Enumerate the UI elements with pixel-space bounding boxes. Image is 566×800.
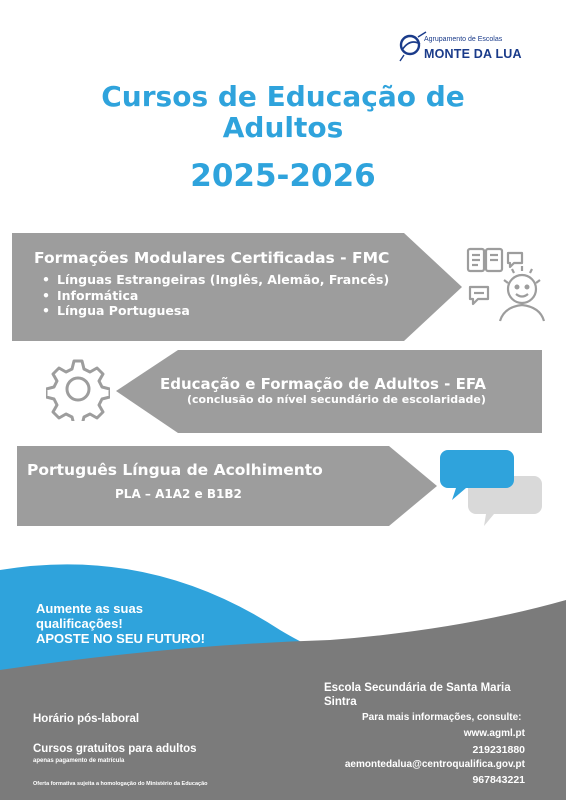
efa-title: Educação e Formação de Adultos - EFA	[160, 375, 487, 393]
website-link[interactable]: www.agml.pt	[463, 728, 525, 739]
free-courses-text: Cursos gratuitos para adultos	[33, 743, 197, 755]
school-year: 2025-2026	[190, 158, 376, 194]
phone-number[interactable]: 219231880	[472, 744, 525, 756]
email-link[interactable]: aemontedalua@centroqualifica.gov.pt	[344, 759, 525, 770]
school-name-line2: Sintra	[324, 696, 357, 708]
chat-bubbles-icon	[436, 448, 546, 528]
pla-subtitle: PLA – A1A2 e B1B2	[115, 487, 242, 501]
promo-line2: qualificações!	[36, 616, 123, 631]
school-logo	[398, 28, 528, 68]
logo-name: MONTE DA LUA	[424, 47, 522, 61]
info-label: Para mais informações, consulte:	[362, 712, 522, 723]
list-item: • Línguas Estrangeiras (Inglês, Alemão, Francês)	[42, 272, 389, 288]
page-title-line2: Adultos	[222, 111, 344, 144]
promo-line3: APOSTE NO SEU FUTURO!	[36, 631, 206, 646]
promo-line1: Aumente as suas	[36, 601, 143, 616]
free-courses-note: apenas pagamento de matrícula	[33, 758, 125, 764]
school-name-line1: Escola Secundária de Santa Maria	[324, 682, 511, 694]
learning-person-icon	[464, 243, 552, 323]
mobile-number[interactable]: 967843221	[472, 774, 525, 786]
logo-tagline: Agrupamento de Escolas	[424, 36, 503, 43]
pla-title: Português Língua de Acolhimento	[27, 461, 323, 479]
list-item: • Língua Portuguesa	[42, 303, 389, 319]
page-title-line1: Cursos de Educação de	[101, 80, 465, 113]
fmc-course-list	[42, 272, 389, 319]
disclaimer-text: Oferta formativa sujeita a homologação do Ministério da Educação	[33, 781, 208, 787]
gear-icon	[46, 357, 110, 421]
schedule-text: Horário pós-laboral	[33, 713, 140, 725]
fmc-title: Formações Modulares Certificadas - FMC	[34, 249, 390, 267]
efa-subtitle: (conclusão do nível secundário de escolaridade)	[187, 393, 486, 406]
list-item: • Informática	[42, 288, 389, 304]
pla-panel	[17, 446, 437, 526]
